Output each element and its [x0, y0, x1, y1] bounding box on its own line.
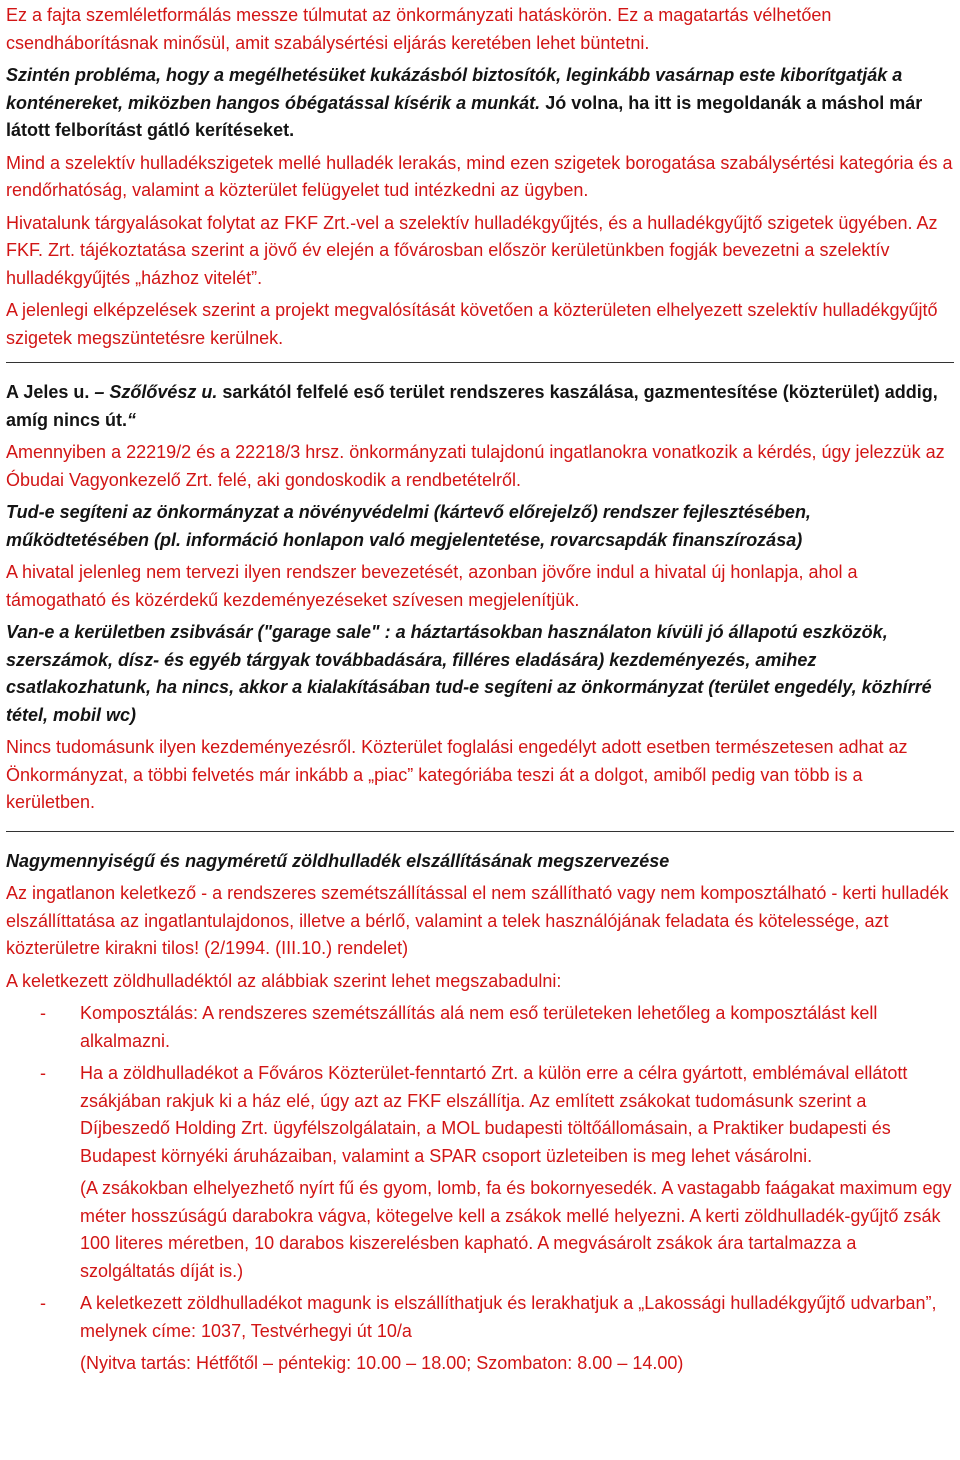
list-item-collection-yard-text: A keletkezett zöldhulladékot magunk is elszállíthatjuk és lerakhatjuk a „Lakossági hulladékgyűjtő udvarban”, melynek címe: 1037, Testvérhegyi út 10/a	[80, 1293, 937, 1341]
opening-hours-note: (Nyitva tartás: Hétfőtől – péntekig: 10.00 – 18.00; Szombaton: 8.00 – 14.00)	[80, 1353, 684, 1373]
paragraph-misdemeanor: Mind a szelektív hulladékszigetek mellé hulladék lerakás, mind ezen szigetek borogatása szabálysértési kategória és a rendőrhatóság, valamint a közterület felügyelet tud intézkedni az ügyben.	[6, 152, 953, 200]
section-divider-2	[6, 831, 954, 832]
list-item-collection-yard	[6, 1290, 954, 1345]
paragraph-owner-duty: Az ingatlanon keletkező - a rendszeres szemétszállítással el nem szállítható vagy nem komposztálható - kerti hulladék elszállíttatása az ingatlantulajdonos, illetve a bérlő, valamint a telek használójának feladata és kötelessége, azt közterületre kirakni tilos! (2/1994. (III.10.) rendelet)	[6, 883, 949, 958]
paragraph-scavenging	[6, 62, 954, 145]
paragraph-fkf-negotiations: Hivatalunk tárgyalásokat folytat az FKF Zrt.-vel a szelektív hulladékgyűjtés, és a hulladékgyűjtő szigetek ügyében. Az FKF. Zrt. tájékoztatása szerint a jövő év elején a fővárosban először kerületünkben fogják bevezetni a szelektív hulladékgyűjtés „házhoz vitelét”.	[6, 212, 938, 288]
question-mowing-quote: “	[127, 409, 137, 430]
list-item-fkf-bags	[6, 1060, 954, 1170]
question-mowing-street1: A Jeles u.	[6, 382, 95, 402]
list-item-composting-text: Komposztálás: A rendszeres szemétszállítás alá nem eső területeken lehetőleg a komposztálást kell alkalmazni.	[80, 1003, 878, 1051]
list-dash: -	[40, 1063, 46, 1083]
question-mowing	[6, 379, 954, 434]
list-dash: -	[40, 1293, 46, 1313]
list-dash: -	[40, 1003, 46, 1023]
list-item-fkf-bags-text: Ha a zöldhulladékot a Főváros Közterület-fenntartó Zrt. a külön erre a célra gyártott, emblémával ellátott zsákjában rakjuk ki a ház elé, úgy azt az FKF elszállítja. Az említett zsákokat tudomásunk szerint a Díjbeszedő Holding Zrt. ügyfélszolgálatain, a MOL budapesti töltőállomásain, a Praktiker budapesti és Budapest környéki áruházaiban, valamint a SPAR csoport üzleteiben is meg lehet vásárolni.	[80, 1063, 908, 1166]
question-mowing-street2: – Szőlővész u.	[94, 382, 218, 402]
answer-plant-protection: A hivatal jelenleg nem tervezi ilyen rendszer bevezetését, azonban jövőre indul a hivatal új honlapja, ahol a támogatható és közérdekű kezdeményezéseket szívesen megjelenítjük.	[6, 562, 858, 610]
list-item-composting	[6, 1000, 954, 1055]
list-item-fkf-bags-note: (A zsákokban elhelyezhető nyírt fű és gyom, lomb, fa és bokornyesedék. A vastagabb faágakat maximum egy méter hosszúságú darabokra vágva, kötegelve kell a zsákok mellé helyezni. A kerti zöldhulladék-gyűjtő zsák 100 literes méretben, 10 darabos kiszerelésben kapható. A megvásárolt zsákok ára tartalmazza a szolgáltatás díját is.)	[80, 1178, 952, 1281]
answer-mowing: Amennyiben a 22219/2 és a 22218/3 hrsz. önkormányzati tulajdonú ingatlanokra vonatkozik a kérdés, úgy jelezzük az Óbudai Vagyonkezelő Zrt. felé, aki gondoskodik a rendbetételről.	[6, 442, 945, 490]
fence-suggestion-text: Jó volna, ha itt is megoldanák a máshol már látott felborítást gátló kerítéseket.	[6, 92, 923, 140]
scavenging-issue-text: Szintén probléma, hogy a megélhetésüket kukázásból biztosítók, leginkább vasárnap este kiborítgatják a konténereket, miközben hangos óbégatással kísérik a munkát.	[6, 65, 903, 113]
question-mowing-text: sarkától felfelé eső terület rendszeres kaszálása, gazmentesítése (közterület) addig, amíg nincs út.	[6, 382, 938, 430]
paragraph-project-plan: A jelenlegi elképzelések szerint a projekt megvalósítását követően a közterületen elhelyezett szelektív hulladékgyűjtő szigetek megszüntetésre kerülnek.	[6, 300, 938, 348]
question-garage-sale: Van-e a kerületben zsibvásár ("garage sale" : a háztartásokban használaton kívüli jó állapotú eszközök, szerszámok, dísz- és egyéb tárgyak továbbadására, filléres eladására) kezdeményezés, amihez csatlakozhatunk, ha nincs, akkor a kialakításában tud-e segíteni az önkormányzat (terület engedély, közhírré tétel, mobil wc)	[6, 622, 932, 725]
answer-garage-sale: Nincs tudomásunk ilyen kezdeményezésről. Közterület foglalási engedélyt adott esetben természetesen adhat az Önkormányzat, a többi felvetés már inkább a „piac” kategóriába teszi át a dolgot, amiből pedig van több is a kerületben.	[6, 737, 908, 812]
question-plant-protection: Tud-e segíteni az önkormányzat a növényvédelmi (kártevő előrejelző) rendszer fejlesztésében, működtetésében (pl. információ honlapon való megjelentetése, rovarcsapdák finanszírozása)	[6, 502, 811, 550]
section-heading-green-waste: Nagymennyiségű és nagyméretű zöldhulladék elszállításának megszervezése	[6, 850, 670, 871]
section-divider	[6, 362, 954, 363]
paragraph-noise: Ez a fajta szemléletformálás messze túlmutat az önkormányzati hatáskörön. Ez a magatartás vélhetően csendháborításnak minősül, amit szabálysértési eljárás keretében lehet büntetni.	[6, 5, 832, 53]
paragraph-options-intro: A keletkezett zöldhulladéktól az alábbiak szerint lehet megszabadulni:	[6, 970, 562, 991]
